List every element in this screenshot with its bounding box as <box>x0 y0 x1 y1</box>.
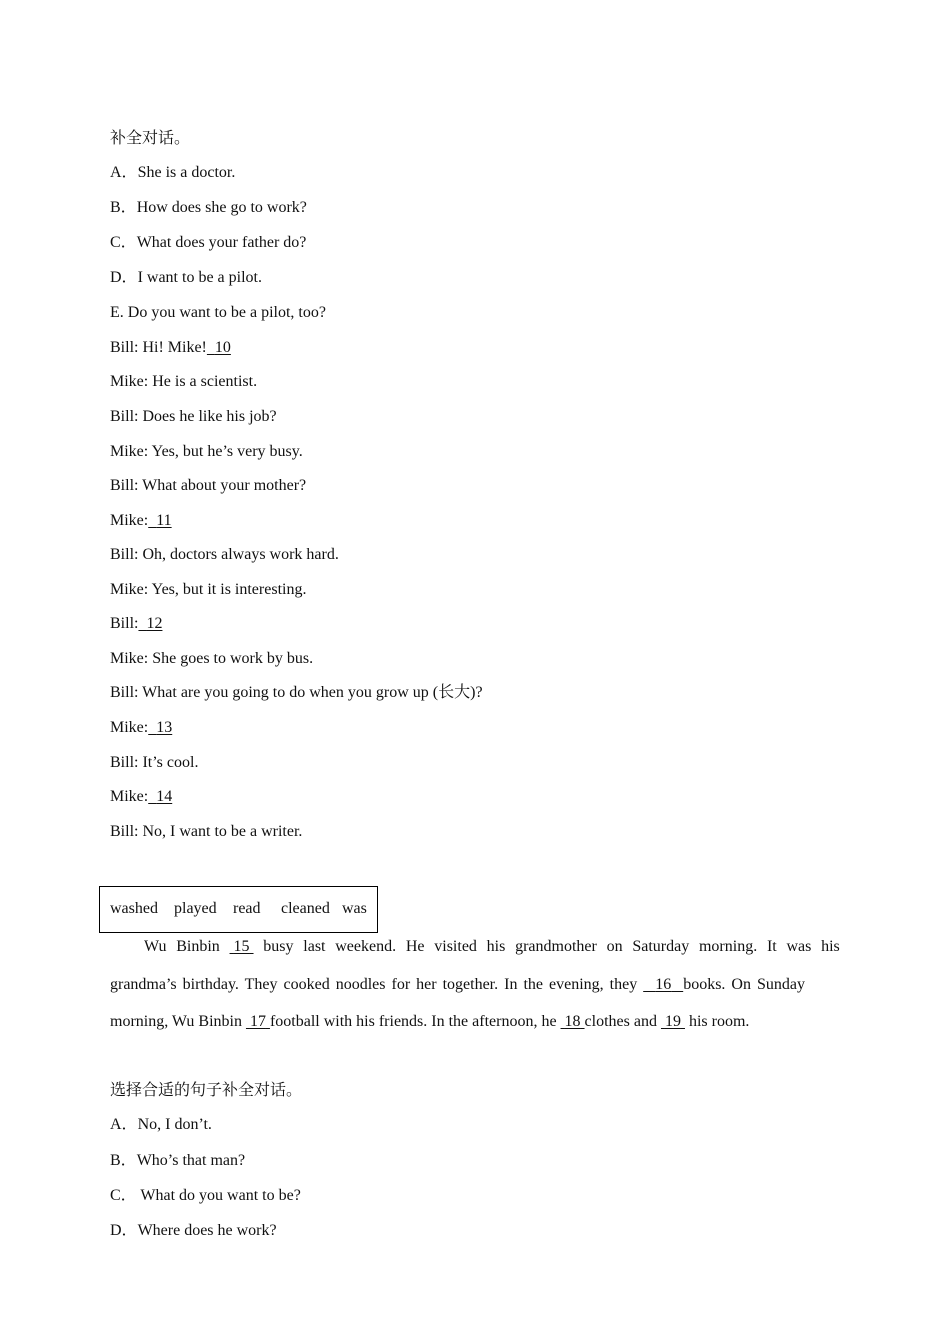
option-c <box>110 233 306 253</box>
passage-text: clothes and <box>584 1013 657 1030</box>
speaker: Bill: <box>110 615 139 632</box>
option-text: Do you want to be a pilot, too? <box>127 304 326 321</box>
passage-word: his <box>486 938 506 955</box>
speaker: Mike: <box>110 788 149 805</box>
dialogue-text: He is a scientist. <box>152 373 258 390</box>
speaker: Mike: <box>110 581 149 598</box>
option-d <box>110 1221 277 1241</box>
speaker: Bill: <box>110 477 139 494</box>
dialogue-text: Yes, but he’s very busy. <box>151 443 303 460</box>
passage-text: books. On Sunday <box>683 976 805 993</box>
passage-word: busy <box>263 938 294 955</box>
passage-text: football with his friends. In the afternoon, he <box>269 1013 557 1030</box>
passage-word: morning. <box>698 938 758 955</box>
dialogue-line <box>110 442 303 462</box>
option-text: How does she go to work? <box>136 199 307 216</box>
speaker: Bill: <box>110 408 139 425</box>
passage-word: visited <box>434 938 477 955</box>
passage-line-3 <box>110 1012 840 1032</box>
speaker: Bill: <box>110 823 139 840</box>
option-letter: C． <box>110 1187 137 1204</box>
passage-word: was <box>786 938 812 955</box>
answer-blank[interactable]: 12 <box>146 615 163 632</box>
word-bank-item: read <box>233 900 261 917</box>
dialogue-text: It’s cool. <box>142 754 199 771</box>
option-text: She is a doctor. <box>137 164 236 181</box>
passage-line-2 <box>110 975 840 995</box>
dialogue-text: What about your mother? <box>142 477 307 494</box>
dialogue-line <box>110 511 172 531</box>
section3-instruction: 选择合适的句子补全对话。 <box>110 1082 303 1099</box>
speaker: Mike: <box>110 443 149 460</box>
option-d <box>110 268 262 288</box>
dialogue-line <box>110 753 198 773</box>
dialogue-text: What are you going to do when you grow up (长大)? <box>142 684 483 701</box>
option-text: I want to be a pilot. <box>137 269 262 286</box>
answer-blank[interactable]: 17 <box>249 1013 266 1030</box>
dialogue-text: No, I want to be a writer. <box>142 823 303 840</box>
option-letter: D． <box>110 1222 138 1239</box>
passage-word: Saturday <box>632 938 690 955</box>
passage-word: his <box>821 938 840 955</box>
option-letter: B． <box>110 1152 137 1169</box>
passage-word: Binbin <box>176 938 220 955</box>
speaker: Bill: <box>110 684 139 701</box>
dialogue-line <box>110 545 339 565</box>
dialogue-text: Yes, but it is interesting. <box>151 581 307 598</box>
speaker: Bill: <box>110 339 139 356</box>
passage-word: Wu <box>144 938 167 955</box>
dialogue-line <box>110 407 277 427</box>
section1-instruction: 补全对话。 <box>110 130 191 147</box>
option-text: Where does he work? <box>137 1222 277 1239</box>
answer-blank[interactable]: 13 <box>156 719 173 736</box>
option-e <box>110 303 326 323</box>
option-letter: A． <box>110 1116 138 1133</box>
word-bank-item: was <box>342 900 367 917</box>
dialogue-line <box>110 649 313 669</box>
speaker: Bill: <box>110 754 139 771</box>
option-text: Who’s that man? <box>136 1152 246 1169</box>
option-c <box>110 1186 301 1206</box>
dialogue-line <box>110 372 257 392</box>
passage-text: morning, Wu Binbin <box>110 1013 242 1030</box>
passage-text: his room. <box>688 1013 750 1030</box>
dialogue-text: She goes to work by bus. <box>152 650 314 667</box>
speaker: Mike: <box>110 373 149 390</box>
option-text: What do you want to be? <box>136 1187 301 1204</box>
dialogue-line <box>110 683 483 703</box>
option-text: No, I don’t. <box>137 1116 212 1133</box>
answer-blank[interactable]: 16 <box>655 976 672 993</box>
passage-word: He <box>405 938 425 955</box>
dialogue-line <box>110 614 162 634</box>
word-bank <box>99 886 378 933</box>
word-bank-item: washed <box>110 900 158 917</box>
passage-text: grandma’s birthday. They cooked noodles for her together. In the evening, they <box>110 976 638 993</box>
dialogue-text: Oh, doctors always work hard. <box>142 546 339 563</box>
answer-blank[interactable]: 14 <box>156 788 173 805</box>
speaker: Bill: <box>110 546 139 563</box>
answer-blank[interactable]: 10 <box>214 339 231 356</box>
passage-word: last <box>303 938 326 955</box>
dialogue-line <box>110 338 231 358</box>
passage-line-1 <box>144 937 840 957</box>
option-text: What does your father do? <box>136 234 307 251</box>
option-a <box>110 1115 212 1135</box>
dialogue-line <box>110 787 172 807</box>
option-letter: A． <box>110 164 138 181</box>
passage-word: on <box>606 938 623 955</box>
dialogue-line <box>110 476 306 496</box>
word-bank-item: cleaned <box>281 900 330 917</box>
dialogue-line <box>110 822 302 842</box>
option-letter: B． <box>110 199 137 216</box>
speaker: Mike: <box>110 650 149 667</box>
answer-blank[interactable]: 15 <box>233 938 250 955</box>
answer-blank[interactable]: 19 <box>664 1013 681 1030</box>
option-letter: E. <box>110 304 124 321</box>
passage-word: It <box>766 938 777 955</box>
option-a <box>110 163 235 183</box>
passage-word: grandmother <box>515 938 597 955</box>
word-bank-item: played <box>174 900 217 917</box>
option-b <box>110 1151 245 1171</box>
dialogue-text: Does he like his job? <box>142 408 277 425</box>
answer-blank[interactable]: 11 <box>156 512 172 529</box>
passage-word: weekend. <box>335 938 397 955</box>
option-letter: D． <box>110 269 138 286</box>
answer-blank[interactable]: 18 <box>564 1013 581 1030</box>
option-b <box>110 198 307 218</box>
speaker: Mike: <box>110 512 149 529</box>
speaker: Mike: <box>110 719 149 736</box>
dialogue-line <box>110 580 306 600</box>
option-letter: C． <box>110 234 137 251</box>
dialogue-line <box>110 718 172 738</box>
dialogue-text: Hi! Mike! <box>142 339 207 356</box>
